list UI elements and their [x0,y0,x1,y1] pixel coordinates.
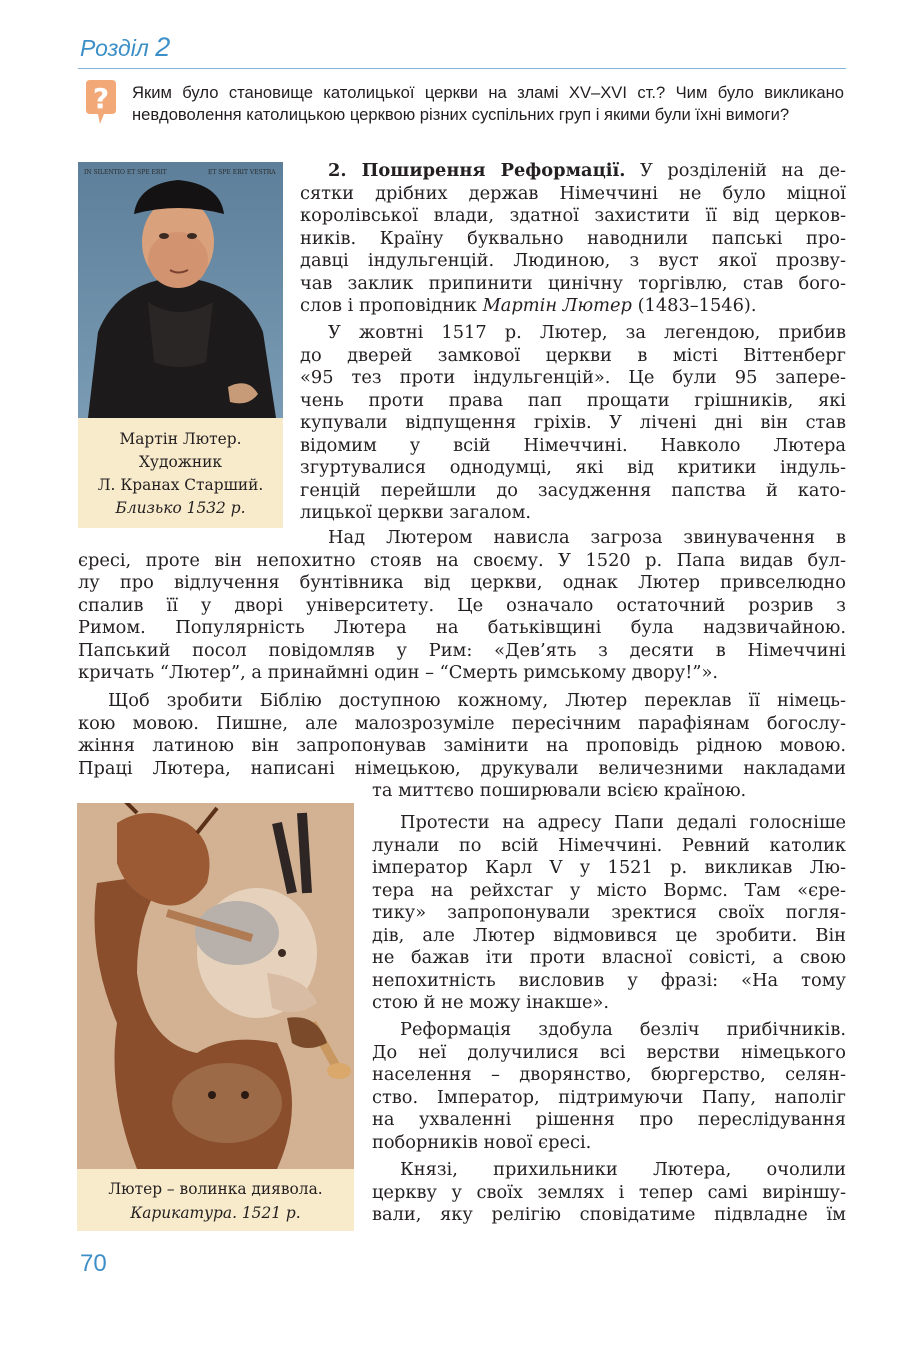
text-line: Праці Лютера, написані німецькою, друкували величезними накладами [78,757,846,779]
text-fragment: У розділеній на де- [625,160,846,181]
text-line: та миттєво поширювали всією країною. [372,780,747,801]
portrait-inscription-left: IN SILENTIO ET SPE ERIT [84,169,167,176]
caption-line [77,1201,354,1225]
text-line: чень проти права пап прощати грішників, які [300,389,846,411]
text-line: стою й не можу інакше». [372,992,610,1013]
text-line: Протести на адресу Папи дедалі голосніше [400,812,846,833]
text-line: лицької церкви загалом. [300,502,532,523]
text-line: чав заклик припинити цинічну торгівлю, став бого- [300,272,846,294]
text-line: Реформація здобула безліч прибічників. [400,1019,846,1040]
text-line: У жовтні 1517 р. Лютер, за легендою, прибив [328,322,846,343]
text-line: купували відпущення гріхів. У лічені дні він став [300,412,846,433]
text-line: До неї долучилися всі верстви німецького [372,1041,846,1063]
text-line: жіння латиною він запропонував замінити на проповідь рідною мовою. [78,735,846,756]
caption-line: Мартін Лютер. [119,430,242,448]
text-line: сятки дрібних держав Німеччині не було міцної [300,182,846,204]
text-line: ників. Країну буквально наводнили папські про- [300,227,846,249]
text-line: Князі, прихильники Лютера, очолили [400,1159,846,1180]
text-line: кою мовою. Пишне, але малозрозуміле пересічним парафіянам богослу- [78,712,846,734]
svg-text:?: ? [92,82,110,115]
caption-line: Л. Кранах Старший. [97,476,264,494]
text-line: тику» запропонували зректися своїх погля- [372,902,846,923]
text-line: не бажав іти проти власної совісті, а свою [372,947,846,968]
header-divider [78,68,846,69]
page-number: 70 [80,1250,107,1277]
caption-fragment: Карикатура. 1521 р. [130,1204,301,1222]
text-line: вали, яку релігію сповідатиме підвладне їм [372,1204,846,1225]
person-name: Мартін Лютер [482,295,632,316]
text-line: імператор Карл V у 1521 р. викликав Лю- [372,857,846,878]
text-line: «95 тез проти індульгенцій». Це були 95 запере- [300,367,846,388]
text-line: дів, але Лютер відмовився це зробити. Він [372,924,846,946]
text-line [328,160,846,183]
text-line: Папський посол повідомляв у Рим: «Дев’ять з десяти в Німеччині [78,639,846,661]
text-line: спалив її у дворі університету. Це означало остаточний розрив з [78,594,846,616]
question-mark-icon [82,80,116,124]
text-line: кричать “Лютер”, а принаймні один – “Смерть римському двору!”». [78,662,718,683]
text-line: згуртувалися однодумці, які від критики індуль- [300,457,846,478]
text-line: тера на рейхстаг у місто Вормс. Там «єре- [372,879,846,901]
cartoon-caption [77,1169,354,1231]
text-line: на ухваленні рішення про переслідування [372,1109,846,1130]
caption-line: Художник [138,453,223,471]
text-line: єресі, проте він непохитно стояв на своєму. У 1520 р. Папа видав бул- [78,549,846,571]
section-heading [80,32,170,63]
caption-line: Близько 1532 р. [115,499,246,517]
portrait-inscription-right: ET SPE ERIT VESTRA [208,169,276,176]
text-line: Над Лютером нависла загроза звинувачення в [328,527,846,548]
text-line: Римом. Популярність Лютера на батьківщині була надзвичайною. [78,617,846,638]
text-line: поборників нової єресі. [372,1131,592,1153]
luther-portrait-image [78,162,283,418]
portrait-caption [78,418,283,528]
question-text: Яким було становище католицької церкви на зламі XV–XVI ст.? Чим було викликано невдоволення католицькою церквою різних суспільних груп і якими були їхні вимоги? [132,83,844,124]
text-line: непохитність висловив у фразі: «На тому [372,969,846,991]
text-line: населення – дворянство, бюргерство, селян- [372,1064,846,1085]
text-line: церкву у своїх землях і тепер самі виріншу- [372,1181,846,1203]
text-fragment: (1483–1546). [631,295,757,316]
section-word: Розділ [80,35,149,61]
caption-line: Лютер – волинка диявола. [108,1180,323,1198]
bagpipe-cartoon-image [77,803,354,1169]
text-line: королівської влади, здатної захистити її від церков- [300,205,846,226]
text-line: Щоб зробити Біблію доступною кожному, Лютер переклав її німець- [108,690,846,711]
text-line: ство. Імператор, підтримуючи Папу, наполіг [372,1086,846,1108]
text-line: лунали по всій Німеччині. Ревний католик [372,834,846,856]
text-line: лу про відлучення бунтівника від церкви, однак Лютер привселюдно [78,572,846,593]
text-line: давці індульгенцій. Людиною, з вуст якої прозву- [300,250,846,271]
text-line [300,295,757,318]
text-line: генцій перейшли до засудження папства й като- [300,479,846,501]
text-line: до дверей замкової церкви в місті Віттенберг [300,344,846,366]
text-line: відомим у всій Німеччині. Навколо Лютера [300,434,846,456]
subsection-title: 2. Поширення Реформації. [328,160,626,181]
section-number: 2 [155,32,171,62]
text-fragment: слов і проповідник [300,295,483,316]
